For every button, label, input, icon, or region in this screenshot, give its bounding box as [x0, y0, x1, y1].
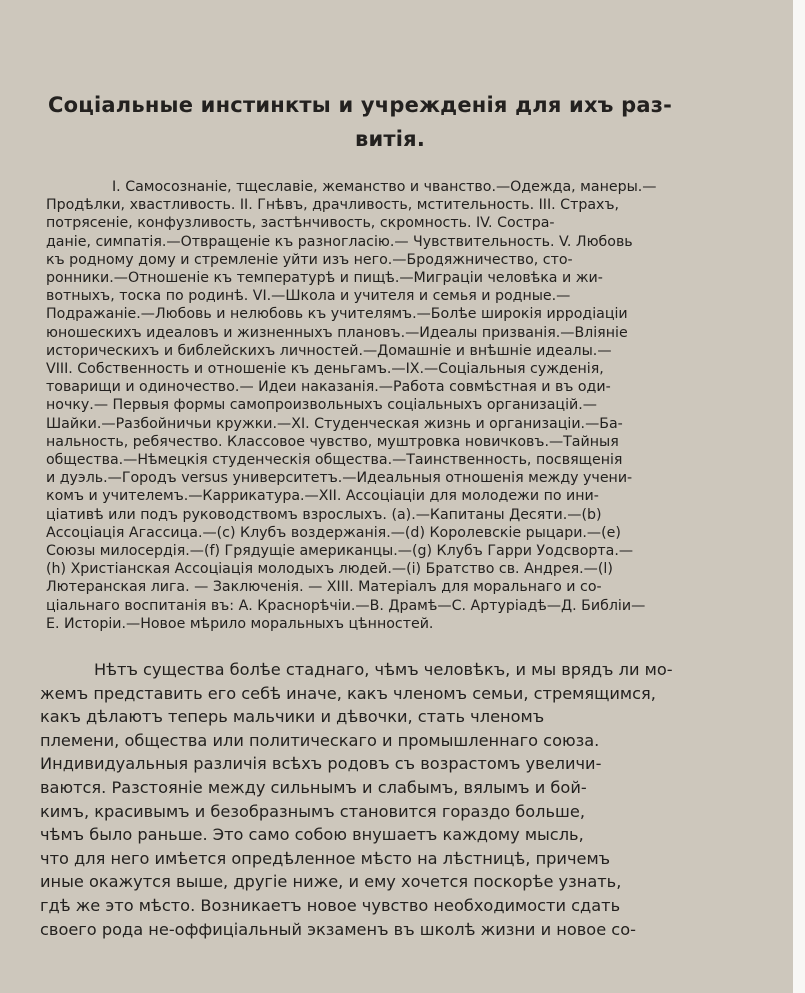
- contents-line: нальность, ребячество. Классовое чувство, муштровка новичковъ.—Тайныя: [46, 433, 619, 450]
- contents-line: даніе, симпатія.—Отвращеніе къ разногласію.— Чувствительность. V. Любовь: [46, 233, 633, 250]
- contents-line: юношескихъ идеаловъ и жизненныхъ плановъ.—Идеалы призванія.—Вліяніе: [46, 324, 628, 341]
- contents-line: потрясеніе, конфузливость, застѣнчивость, скромность. IV. Состра-: [46, 215, 555, 232]
- contents-line: и дуэль.—Городъ versus университетъ.—Идеальныя отношенія между учени-: [46, 470, 633, 487]
- contents-line: вотныхъ, тоска по родинѣ. VI.—Школа и учителя и семья и родные.—: [46, 288, 571, 305]
- contents-line: къ родному дому и стремленіе уйти изъ него.—Бродяжничество, сто-: [46, 251, 573, 268]
- contents-line: Лютеранская лига. — Заключенія. — XIII. Матеріалъ для моральнаго и со-: [46, 579, 602, 596]
- contents-line: ронники.—Отношеніе къ температурѣ и пищѣ.—Миграціи человѣка и жи-: [46, 270, 603, 287]
- contents-line: (h) Христіанская Ассоціація молодыхъ людей.—(i) Братство св. Андрея.—(l): [46, 561, 613, 578]
- contents-line: Продѣлки, хвастливость. II. Гнѣвъ, драчливость, мстительность. III. Страхъ,: [46, 197, 619, 214]
- body-line: кимъ, красивымъ и безобразнымъ становится гораздо больше,: [40, 801, 585, 821]
- body-line: какъ дѣлаютъ теперь мальчики и дѣвочки, стать членомъ: [40, 707, 545, 727]
- body-line: ваются. Разстояніе между сильнымъ и слабымъ, вялымъ и бой-: [40, 777, 587, 797]
- chapter-title-line-2: витія.: [354, 127, 426, 151]
- contents-line: Ассоціація Агассица.—(c) Клубъ воздержанія.—(d) Королевскіе рыцари.—(e): [46, 524, 621, 541]
- contents-line: I. Самосознаніе, тщеславіе, жеманство и чванство.—Одежда, манеры.—: [112, 179, 657, 195]
- chapter-title: [40, 88, 740, 156]
- body-line: племени, общества или политическаго и промышленнаго союза.: [40, 730, 600, 750]
- chapter-contents-summary: [46, 178, 712, 633]
- contents-line: Е. Исторіи.—Новое мѣрило моральныхъ цѣнностей.: [46, 615, 434, 632]
- body-line: гдѣ же это мѣсто. Возникаетъ новое чувство необходимости сдать: [40, 895, 621, 915]
- body-line: Нѣтъ существа болѣе стаднаго, чѣмъ человѣкъ, и мы врядъ ли мо-: [94, 660, 673, 679]
- body-line: Индивидуальныя различія всѣхъ родовъ съ возрастомъ увеличи-: [40, 754, 602, 774]
- contents-line: VIII. Собственность и отношеніе къ деньгамъ.—IX.—Соціальныя сужденія,: [46, 361, 604, 378]
- contents-line: товарищи и одиночество.— Идеи наказанія.—Работа совмѣстная и въ оди-: [46, 379, 611, 396]
- contents-line: Подражаніе.—Любовь и нелюбовь къ учителямъ.—Болѣе широкія ирродіаціи: [46, 306, 628, 323]
- contents-line: общества.—Нѣмецкія студенческія общества.—Таинственность, посвященія: [46, 452, 623, 469]
- contents-line: ціативѣ или подъ руководствомъ взрослыхъ. (a).—Капитаны Десяти.—(b): [46, 506, 602, 523]
- body-line: жемъ представить его себѣ иначе, какъ членомъ семьи, стремящимся,: [40, 683, 656, 703]
- body-line: иные окажутся выше, другіе ниже, и ему хочется поскорѣе узнать,: [40, 872, 622, 892]
- body-line: чѣмъ было раньше. Это само собою внушаетъ каждому мысль,: [40, 825, 584, 845]
- contents-line: комъ и учителемъ.—Каррикатура.—XII. Ассоціаціи для молодежи по ини-: [46, 488, 599, 505]
- body-line: своего рода не-оффиціальный экзаменъ въ школѣ жизни и новое со-: [40, 919, 636, 939]
- chapter-title-line-1: Соціальные инстинкты и учрежденія для ихъ раз-: [48, 93, 673, 117]
- body-line: что для него имѣется опредѣленное мѣсто на лѣстницѣ, причемъ: [40, 848, 611, 868]
- contents-line: ціальнаго воспитанія въ: А. Краснорѣчіи.—В. Драмѣ—С. Артуріадѣ—Д. Библіи—: [46, 597, 646, 614]
- body-paragraph: [40, 658, 712, 941]
- contents-line: историческихъ и библейскихъ личностей.—Домашніе и внѣшніе идеалы.—: [46, 342, 612, 359]
- contents-line: Шайки.—Разбойничьи кружки.—XI. Студенческая жизнь и организаціи.—Ба-: [46, 415, 623, 432]
- contents-line: ночку.— Первыя формы самопроизвольныхъ соціальныхъ организацій.—: [46, 397, 597, 414]
- contents-line: Союзы милосердія.—(f) Грядущіе американцы.—(g) Клубъ Гарри Уодсворта.—: [46, 543, 634, 560]
